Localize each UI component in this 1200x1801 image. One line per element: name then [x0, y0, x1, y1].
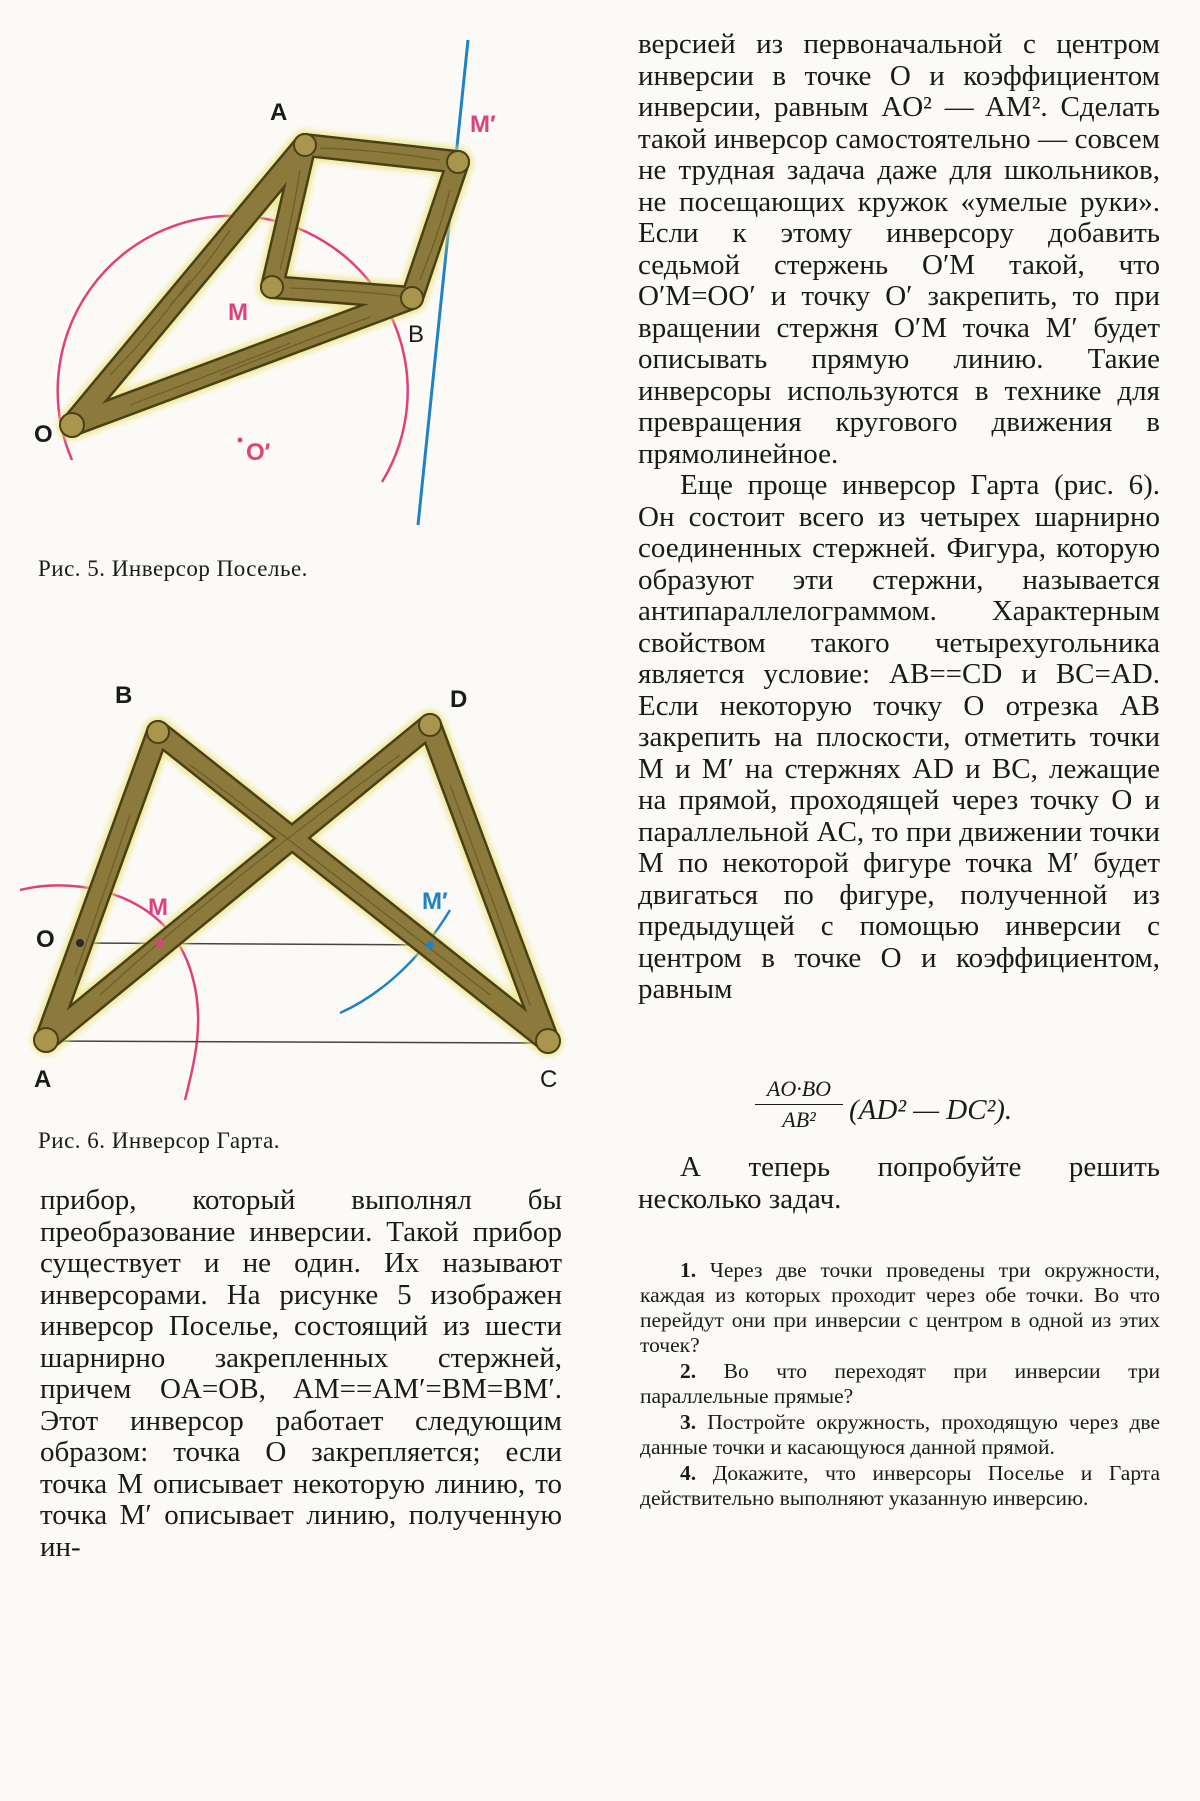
- formula-numerator: AO·BO: [755, 1076, 843, 1105]
- figure-6-drawing: [20, 675, 580, 1105]
- joint-D: [419, 714, 441, 736]
- label-A: A: [34, 1066, 52, 1093]
- label-M-prime: M′: [470, 111, 496, 138]
- line-OM: [80, 943, 440, 945]
- joint-M: [261, 276, 283, 298]
- label-B: B: [115, 682, 133, 709]
- label-B: B: [408, 321, 425, 348]
- right-column-end: [638, 1152, 1160, 1215]
- point-M-prime: [426, 941, 434, 949]
- joint-A: [34, 1028, 58, 1052]
- formula: [745, 1072, 1065, 1142]
- formula-fraction: [755, 1076, 843, 1133]
- label-D: D: [450, 686, 468, 713]
- problem-3-text: Постройте окружность, проходящую через две данные точки и касающуюся данной прямой.: [640, 1410, 1160, 1459]
- line-AC: [48, 1041, 550, 1043]
- problem-1-number: 1.: [680, 1258, 697, 1282]
- rod-M-prime-B: [412, 162, 458, 298]
- point-O: [76, 939, 84, 947]
- joint-M-prime: [447, 151, 469, 173]
- right-paragraph-1: версией из первоначальной с центром инверсии в точке O и коэффициентом инверсии, равным AO² — AM². Сделать такой инверсор самостоятельно — совсем не трудная задача даже для школьников, не посещающих кружок «умелые руки». Если к этому инверсору добавить седьмой стержень O′M такой, что O′M=OO′ и точку O′ закрепить, то при вращении стержня O′M точка M′ будет описывать прямую линию. Такие инверсоры используются в технике для превращения кругового движения в прямолинейное.: [638, 28, 1160, 470]
- point-O-prime: [238, 438, 243, 443]
- formula-rest: (AD² — DC²).: [849, 1094, 1013, 1126]
- problem-2-number: 2.: [680, 1359, 697, 1383]
- label-C: C: [540, 1066, 558, 1093]
- label-M-prime: M′: [422, 888, 448, 915]
- joint-O: [60, 413, 84, 437]
- label-O-prime: O′: [246, 439, 271, 466]
- joint-C: [536, 1029, 560, 1053]
- label-M: M: [148, 894, 168, 921]
- figure-6-caption: Рис. 6. Инверсор Гарта.: [38, 1128, 281, 1153]
- figure-6: [20, 675, 580, 1105]
- pink-circle-arc: [58, 216, 408, 482]
- problem-3-number: 3.: [680, 1410, 697, 1434]
- problem-1-text: Через две точки проведены три окружности, каждая из которых проходит через обе точки. Во что перейдут они при инверсии с центром в одной из этих точек?: [640, 1258, 1160, 1357]
- problem-3: [640, 1410, 1160, 1460]
- label-M: M: [228, 299, 248, 326]
- left-column: [40, 1185, 562, 1563]
- left-paragraph: прибор, который выполнял бы преобразование инверсии. Такой прибор существует и не один. Их называют инверсорами. На рисунке 5 изображен инверсор Поселье, состоящий из шести шарнирно закрепленных стержней, причем OA=OB, AM==AM′=BM=BM′. Этот инверсор работает следующим образом: точка O закрепляется; если точка M описывает некоторую линию, то точка M′ описывает линию, полученную ин-: [40, 1184, 562, 1563]
- figure-5-drawing: [20, 30, 520, 530]
- joint-B: [401, 287, 423, 309]
- joint-A: [294, 134, 316, 156]
- point-M: [156, 939, 164, 947]
- label-O: O: [34, 421, 53, 448]
- label-O: O: [36, 926, 55, 953]
- right-paragraph-3: А теперь попробуйте решить несколько задач.: [638, 1151, 1160, 1215]
- label-A: A: [270, 99, 288, 126]
- right-column: [638, 29, 1160, 1006]
- problem-4-number: 4.: [680, 1461, 697, 1485]
- problem-1: [640, 1258, 1160, 1358]
- right-paragraph-2: Еще проще инверсор Гарта (рис. 6). Он состоит всего из четырех шарнирно соединенных стержней. Фигура, которую образуют эти стержни, называется антипараллелограммом. Характерным свойством такого четырехугольника является условие: AB==CD и BC=AD. Если некоторую точку O отрезка AB закрепить на плоскости, отметить точки M и M′ на стержнях AD и BC, лежащие на прямой, проходящей через точку O и параллельной AC, то при движении точки M по некоторой фигуре точка M′ будет двигаться по фигуре, полученной из предыдущей с помощью инверсии с центром в точке O и коэффициентом, равным: [638, 469, 1160, 1005]
- problem-2: [640, 1359, 1160, 1409]
- problem-4-text: Докажите, что инверсоры Поселье и Гарта действительно выполняют указанную инверсию.: [640, 1461, 1161, 1510]
- problems-list: [640, 1258, 1160, 1512]
- problem-4: [640, 1461, 1160, 1511]
- figure-5-caption: Рис. 5. Инверсор Поселье.: [38, 556, 308, 581]
- formula-denominator: AB²: [782, 1107, 816, 1132]
- joint-B: [147, 721, 169, 743]
- problem-2-text: Во что переходят при инверсии три параллельные прямые?: [640, 1359, 1161, 1408]
- figure-5: [20, 30, 520, 530]
